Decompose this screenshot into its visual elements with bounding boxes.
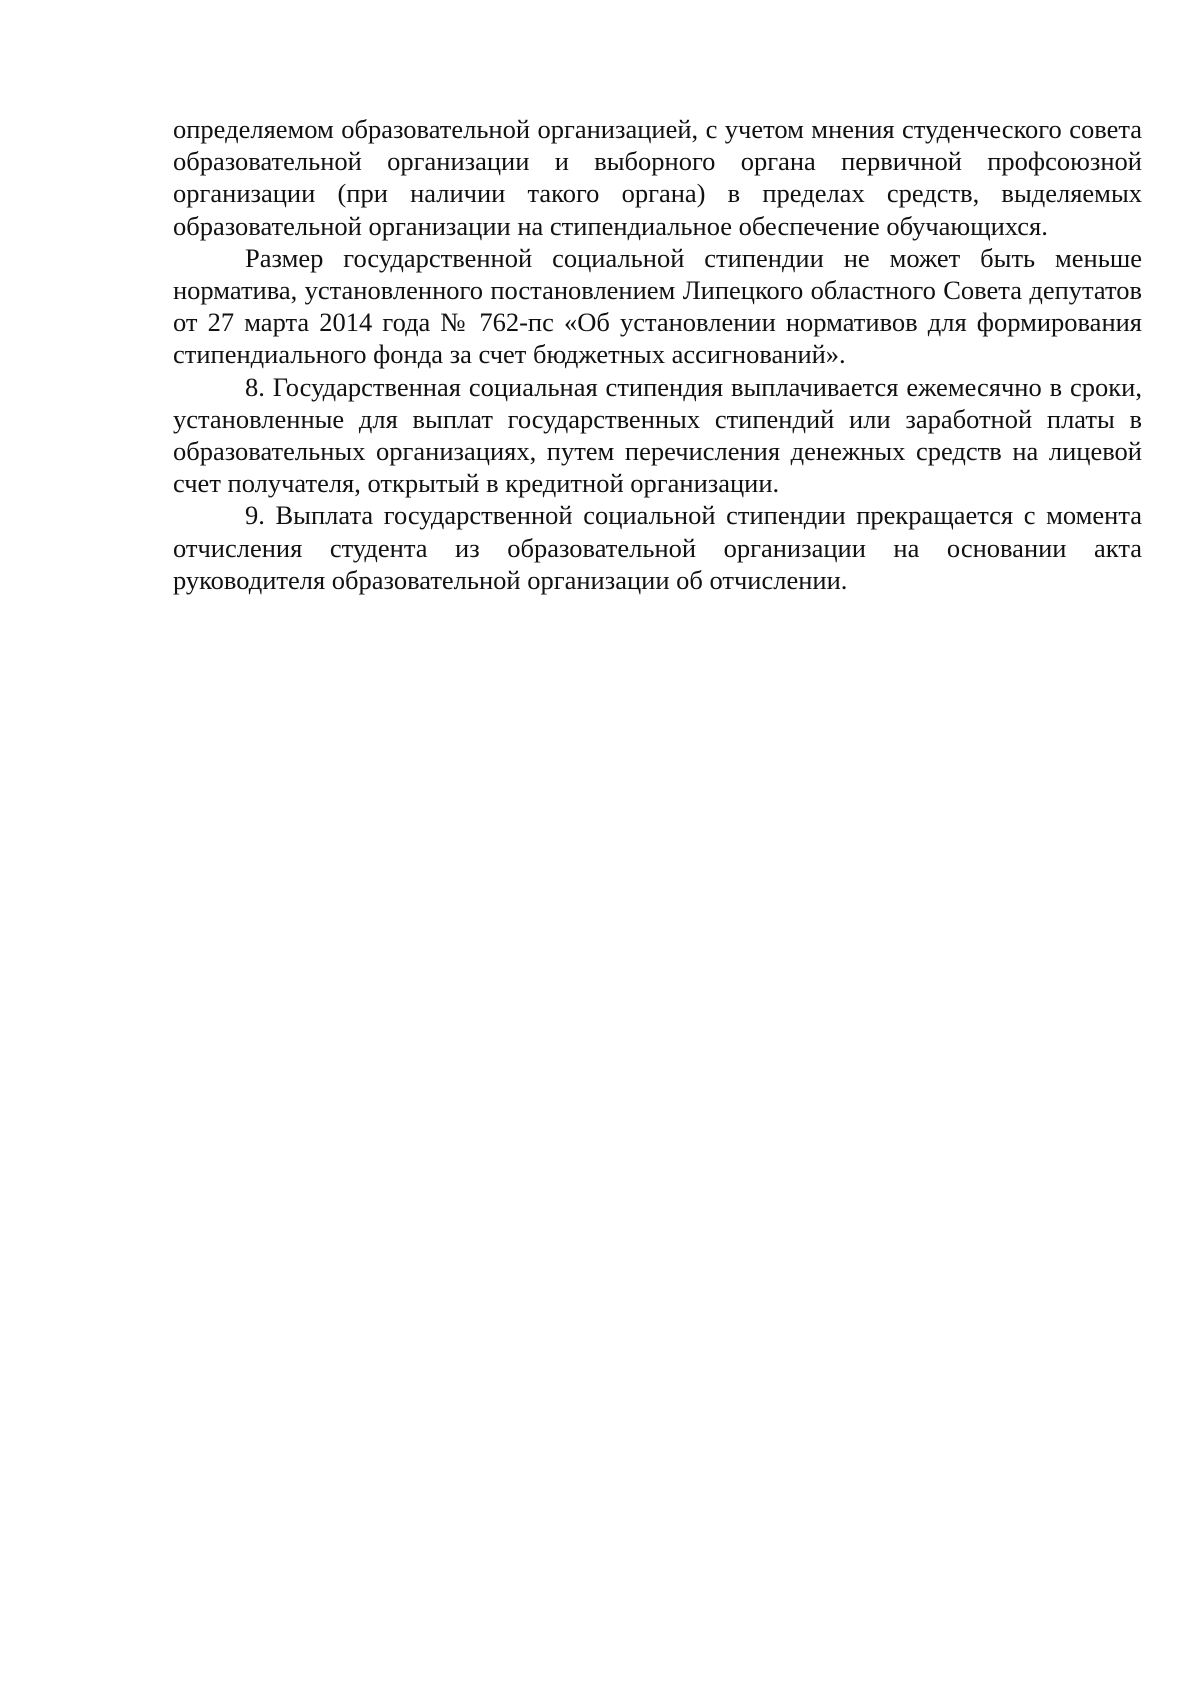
paragraph-item-9: 9. Выплата государственной социальной стипендии прекращается с момента отчисления студента из образовательной организации на основании акта руководителя образовательной организации об отчислении. bbox=[173, 500, 1142, 595]
paragraph-continuation: определяемом образовательной организацией, с учетом мнения студенческого совета образовательной организации и выборного органа первичной профсоюзной организации (при наличии такого органа) в пределах средств, выделяемых образовательной организации на стипендиальное обеспечение обучающихся. bbox=[173, 114, 1142, 241]
document-body bbox=[173, 113, 1142, 596]
paragraph-stipend-size: Размер государственной социальной стипендии не может быть меньше норматива, установленного постановлением Липецкого областного Совета депутатов от 27 марта 2014 года № 762-пс «Об установлении нормативов для формирования стипендиального фонда за счет бюджетных ассигнований». bbox=[173, 242, 1142, 370]
paragraph-item-8: 8. Государственная социальная стипендия выплачивается ежемесячно в сроки, установленные для выплат государственных стипендий или заработной платы в образовательных организациях, путем перечисления денежных средств на лицевой счет получателя, открытый в кредитной организации. bbox=[173, 371, 1142, 499]
